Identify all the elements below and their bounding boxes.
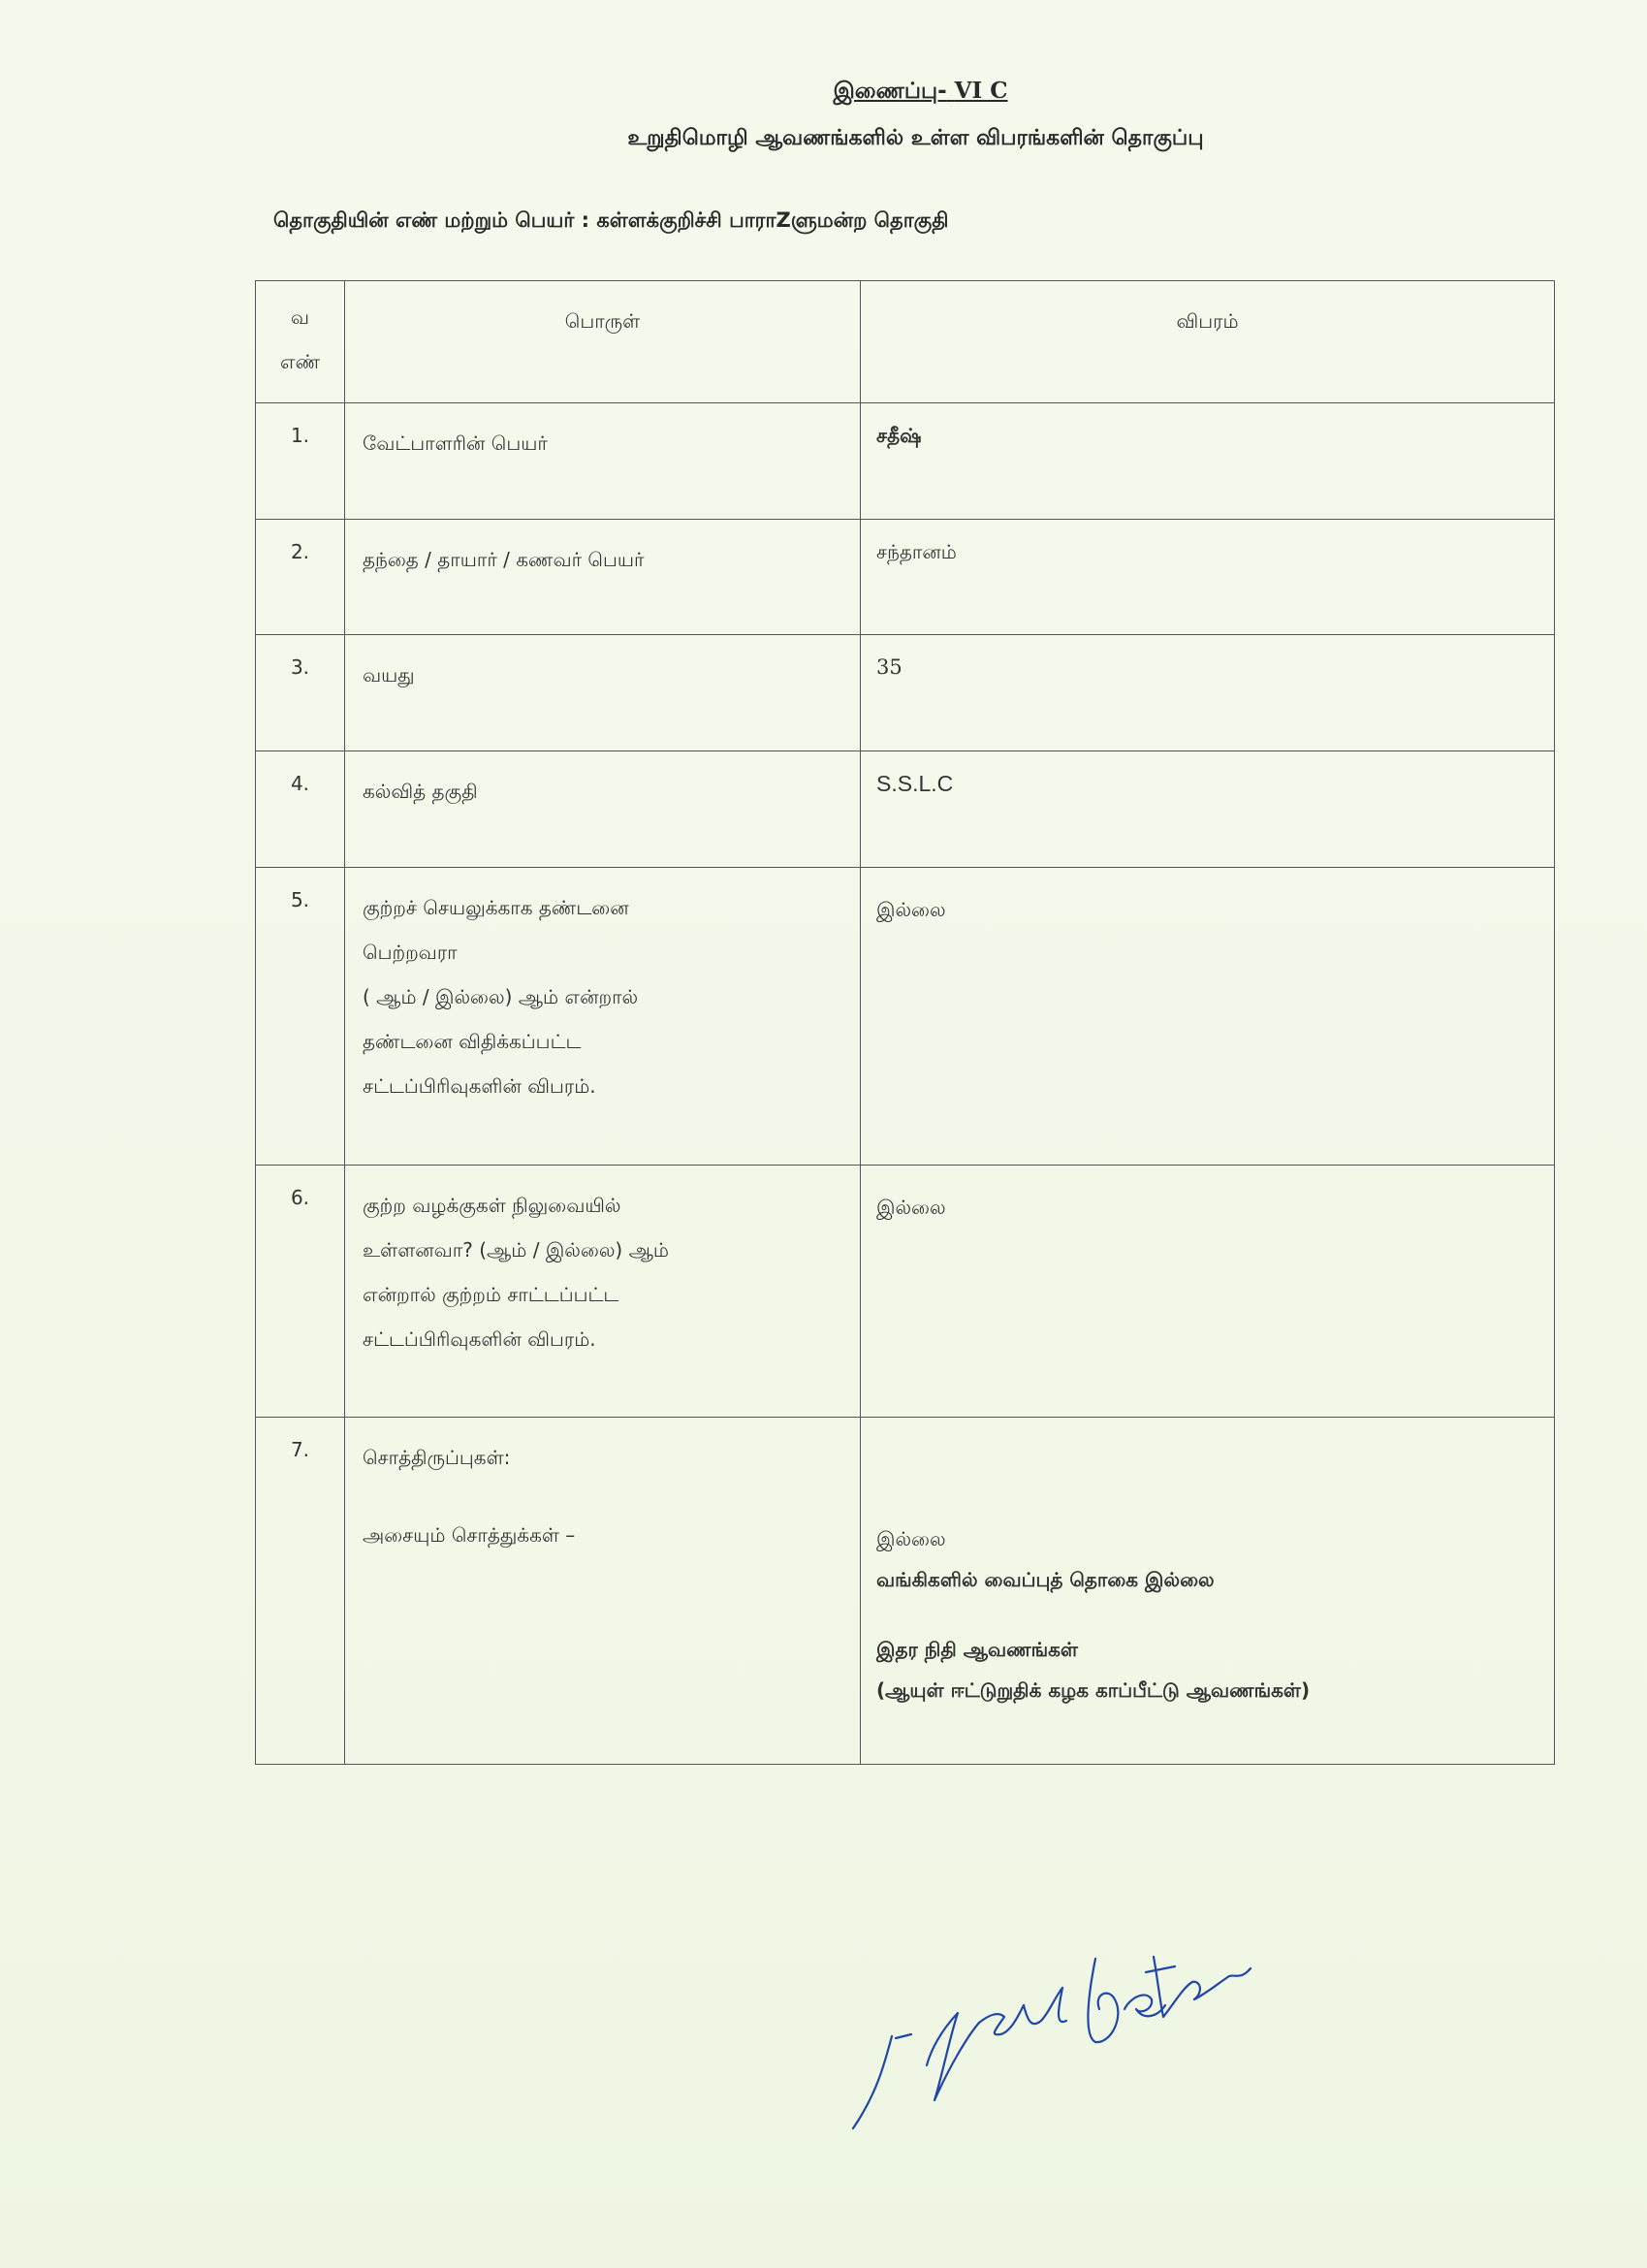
row-item-line: சட்டப்பிரிவுகளின் விபரம். <box>363 1327 596 1351</box>
row-item <box>345 868 861 1166</box>
annex-title-prefix: இணைப்பு- <box>833 79 947 104</box>
row-item <box>345 635 861 751</box>
row-detail <box>861 1418 1555 1765</box>
table-header-row <box>256 281 1555 403</box>
serial-no-header-line2: எண் <box>279 350 321 373</box>
row-serial-no: 2. <box>256 520 345 635</box>
parent-name-value: சந்தானம் <box>876 540 957 563</box>
spacer <box>876 1600 1538 1629</box>
row-item <box>345 1166 861 1418</box>
serial-no-header <box>256 281 345 403</box>
row-item-line: தண்டனை விதிக்கப்பட்ட <box>363 1030 582 1053</box>
row-item-line: என்றால் குற்றம் சாட்டப்பட்ட <box>363 1283 619 1306</box>
movable-assets-value: இல்லை <box>876 1527 946 1550</box>
spacer <box>876 1427 1538 1518</box>
education-value: S.S.L.C <box>876 771 954 796</box>
row-detail <box>861 635 1555 751</box>
row-item-line: சட்டப்பிரிவுகளின் விபரம். <box>363 1074 596 1098</box>
row-item-line: வேட்பாளரின் பெயர் <box>363 431 548 455</box>
row-serial-no: 1. <box>256 403 345 520</box>
row-serial-no: 4. <box>256 751 345 868</box>
row-serial-no: 3. <box>256 635 345 751</box>
handwritten-signature <box>834 1920 1280 2153</box>
item-header: பொருள் <box>345 281 861 403</box>
row-item-line: உள்ளனவா? (ஆம் / இல்லை) ஆம் <box>363 1238 669 1262</box>
row-item-line: ( ஆம் / இல்லை) ஆம் என்றால் <box>363 985 639 1008</box>
row-item <box>345 751 861 868</box>
table-row <box>256 403 1555 520</box>
movable-assets-label: அசையும் சொத்துக்கள் – <box>363 1523 576 1547</box>
table-row <box>256 1166 1555 1418</box>
document-subtitle: உறுதிமொழி ஆவணங்களில் உள்ள விபரங்களின் தொகுப்பு <box>627 126 1204 150</box>
pending-cases-value: இல்லை <box>876 1196 946 1219</box>
row-detail <box>861 520 1555 635</box>
annex-title-number: VI C <box>954 78 1008 104</box>
row-serial-no: 5. <box>256 868 345 1166</box>
table-row <box>256 635 1555 751</box>
conviction-value: இல்லை <box>876 898 946 921</box>
affidavit-summary-table <box>255 280 1555 1765</box>
table-row <box>256 751 1555 868</box>
row-detail <box>861 403 1555 520</box>
row-item-line: குற்ற வழக்குகள் நிலுவையில் <box>363 1194 621 1217</box>
row-detail <box>861 751 1555 868</box>
row-detail <box>861 868 1555 1166</box>
row-item-line: கல்வித் தகுதி <box>363 780 478 803</box>
row-serial-no: 7. <box>256 1418 345 1765</box>
row-detail <box>861 1166 1555 1418</box>
detail-header: விபரம் <box>861 281 1555 403</box>
row-item-line: தந்தை / தாயார் / கணவர் பெயர் <box>363 548 645 571</box>
details-table-wrapper <box>255 280 1554 1766</box>
row-item <box>345 520 861 635</box>
table-row <box>256 1418 1555 1765</box>
constituency-line: தொகுதியின் எண் மற்றும் பெயர் : கள்ளக்குறிச்சி பாராZளுமன்ற தொகுதி <box>273 208 949 232</box>
row-item-line: குற்றச் செயலுக்காக தண்டனை <box>363 896 629 919</box>
row-item <box>345 403 861 520</box>
serial-no-header-line1: வ <box>290 305 310 329</box>
insurance-docs-value: (ஆயுள் ஈட்டுறுதிக் கழக காப்பீட்டு ஆவணங்கள்) <box>876 1678 1311 1702</box>
table-row <box>256 868 1555 1166</box>
row-item-line: பெற்றவரா <box>363 941 458 964</box>
other-financial-docs-value: இதர நிதி ஆவணங்கள் <box>876 1638 1078 1661</box>
table-row <box>256 520 1555 635</box>
row-item <box>345 1418 861 1765</box>
candidate-name-value: சதீஷ் <box>876 424 922 447</box>
bank-deposit-value: வங்கிகளில் வைப்புத் தொகை இல்லை <box>876 1568 1215 1591</box>
annex-title <box>97 78 1647 107</box>
row-item-line: வயது <box>363 663 415 687</box>
assets-heading: சொத்திருப்புகள்: <box>363 1446 511 1469</box>
row-serial-no: 6. <box>256 1166 345 1418</box>
age-value: 35 <box>876 655 903 679</box>
